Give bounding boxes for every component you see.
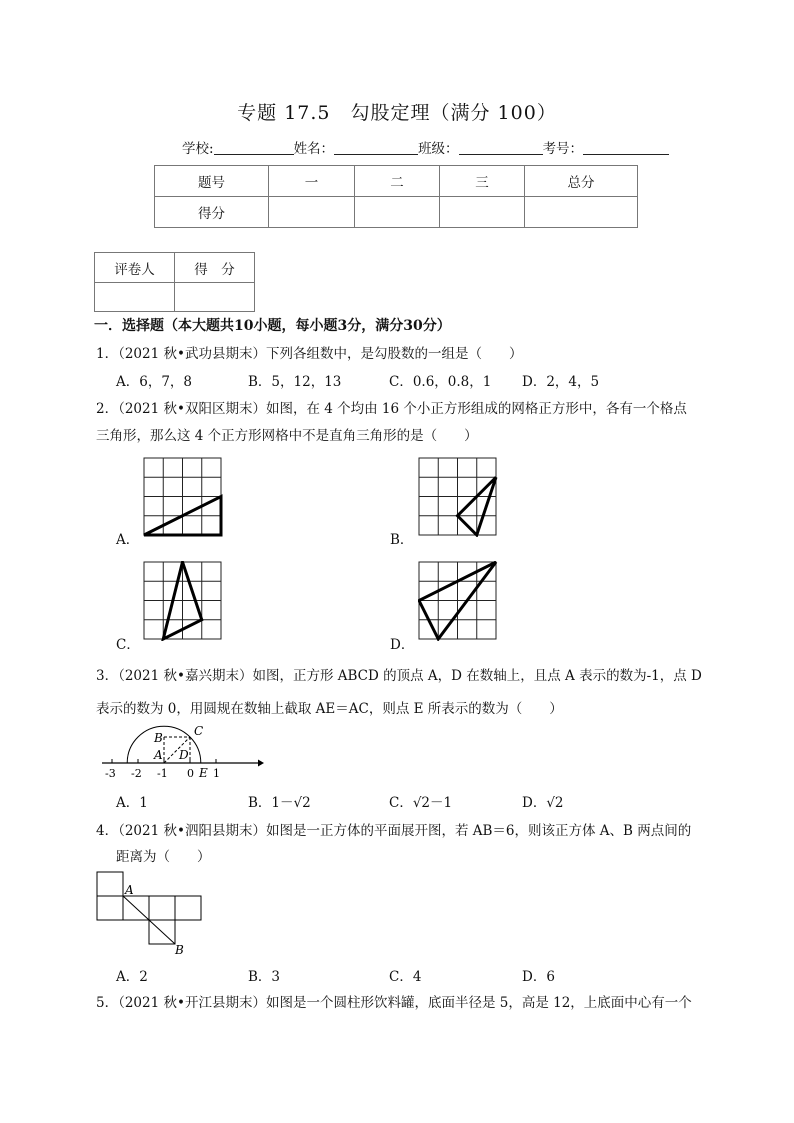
question-5-stem-line1: 5．（2021 秋•开江县期末）如图是一个圆柱形饮料罐，底面半径是 5，高是 12，上底面中心有一个 bbox=[96, 995, 692, 1011]
question-4-stem-line2: 距离为（ ） bbox=[116, 849, 211, 865]
school-label: 学校: bbox=[182, 141, 214, 157]
question-1-stem: 1．（2021 秋•武功县期末）下列各组数中，是勾股数的一组是（ ） bbox=[96, 346, 523, 362]
score-cell[interactable] bbox=[525, 197, 638, 228]
grader-table bbox=[94, 252, 255, 312]
grader-header: 评卷人 bbox=[95, 253, 175, 283]
name-blank[interactable] bbox=[334, 140, 418, 155]
q2-figure-b bbox=[418, 457, 498, 537]
q4-label-a: A bbox=[125, 883, 134, 897]
q4-option-d[interactable]: D．6 bbox=[522, 969, 555, 985]
section-heading: 一．选择题（本大题共10小题，每小题3分，满分30分） bbox=[94, 318, 451, 334]
score-header: 一 bbox=[269, 166, 355, 197]
q2-option-c[interactable]: C． bbox=[116, 637, 140, 653]
q1-option-b[interactable]: B．5，12，13 bbox=[248, 374, 342, 390]
q3-option-c[interactable]: C．√2－1 bbox=[389, 795, 453, 811]
q2-option-b[interactable]: B． bbox=[390, 532, 414, 548]
score-header: 二 bbox=[355, 166, 440, 197]
q3-label-d: D bbox=[179, 748, 189, 762]
q2-option-d[interactable]: D． bbox=[390, 637, 415, 653]
q4-option-a[interactable]: A．2 bbox=[116, 969, 148, 985]
q3-tick-label: -1 bbox=[157, 767, 168, 780]
question-3-stem-line2: 表示的数为 0，用圆规在数轴上截取 AE＝AC，则点 E 所表示的数为（ ） bbox=[96, 701, 563, 717]
question-3-stem-line1: 3．（2021 秋•嘉兴期末）如图，正方形 ABCD 的顶点 A，D 在数轴上，且点 A 表示的数为-1，点 D bbox=[96, 668, 702, 684]
class-blank[interactable] bbox=[459, 140, 543, 155]
score-cell[interactable] bbox=[440, 197, 525, 228]
q3-number-line-figure bbox=[98, 720, 268, 780]
score-header: 题号 bbox=[155, 166, 269, 197]
q3-tick-label: 0 bbox=[187, 767, 194, 780]
school-blank[interactable] bbox=[214, 140, 294, 155]
number-label: 考号： bbox=[542, 141, 584, 157]
q4-option-b[interactable]: B．3 bbox=[248, 969, 281, 985]
q2-figure-d bbox=[418, 561, 498, 641]
q1-option-a[interactable]: A．6，7，8 bbox=[116, 374, 193, 390]
q2-figure-c bbox=[143, 561, 223, 641]
q3-option-a[interactable]: A．1 bbox=[116, 795, 148, 811]
q4-label-b: B bbox=[175, 943, 184, 956]
question-2-stem-line1: 2．（2021 秋•双阳区期末）如图，在 4 个均由 16 个小正方形组成的网格正方形中，各有一个格点 bbox=[96, 401, 687, 417]
q3-tick-label: -2 bbox=[131, 767, 142, 780]
q3-label-b: B bbox=[154, 731, 163, 745]
q3-label-e: E bbox=[199, 766, 208, 780]
grader-cell[interactable] bbox=[95, 283, 175, 312]
q3-tick-label: -3 bbox=[105, 767, 116, 780]
name-label: 姓名： bbox=[293, 141, 335, 157]
number-blank[interactable] bbox=[583, 140, 669, 155]
grader-header: 得 分 bbox=[175, 253, 255, 283]
q3-option-d[interactable]: D．√2 bbox=[522, 795, 564, 811]
score-cell[interactable] bbox=[355, 197, 440, 228]
q1-option-d[interactable]: D．2，4，5 bbox=[522, 374, 600, 390]
question-2-stem-line2: 三角形，那么这 4 个正方形网格中不是直角三角形的是（ ） bbox=[96, 428, 478, 444]
q2-option-a[interactable]: A． bbox=[116, 532, 140, 548]
q3-label-c: C bbox=[194, 724, 204, 738]
question-4-stem-line1: 4．（2021 秋•泗阳县期末）如图是一正方体的平面展开图，若 AB＝6，则该正方体 A、B 两点间的 bbox=[96, 823, 692, 839]
q4-option-c[interactable]: C．4 bbox=[389, 969, 422, 985]
score-table bbox=[154, 165, 638, 228]
q1-option-c[interactable]: C．0.6，0.8，1 bbox=[389, 374, 492, 390]
q3-label-a: A bbox=[154, 748, 163, 762]
q3-option-b[interactable]: B．1－√2 bbox=[248, 795, 311, 811]
page-title: 专题 17.5 勾股定理（满分 100） bbox=[237, 102, 557, 124]
grader-cell[interactable] bbox=[175, 283, 255, 312]
score-header: 总分 bbox=[525, 166, 638, 197]
q2-figure-a bbox=[143, 457, 223, 537]
student-info-line bbox=[182, 137, 669, 157]
q3-tick-label: 1 bbox=[213, 767, 220, 780]
score-row-label: 得分 bbox=[155, 197, 269, 228]
q4-cube-net-figure bbox=[95, 870, 207, 956]
class-label: 班级： bbox=[418, 141, 459, 157]
score-header: 三 bbox=[440, 166, 525, 197]
score-cell[interactable] bbox=[269, 197, 355, 228]
